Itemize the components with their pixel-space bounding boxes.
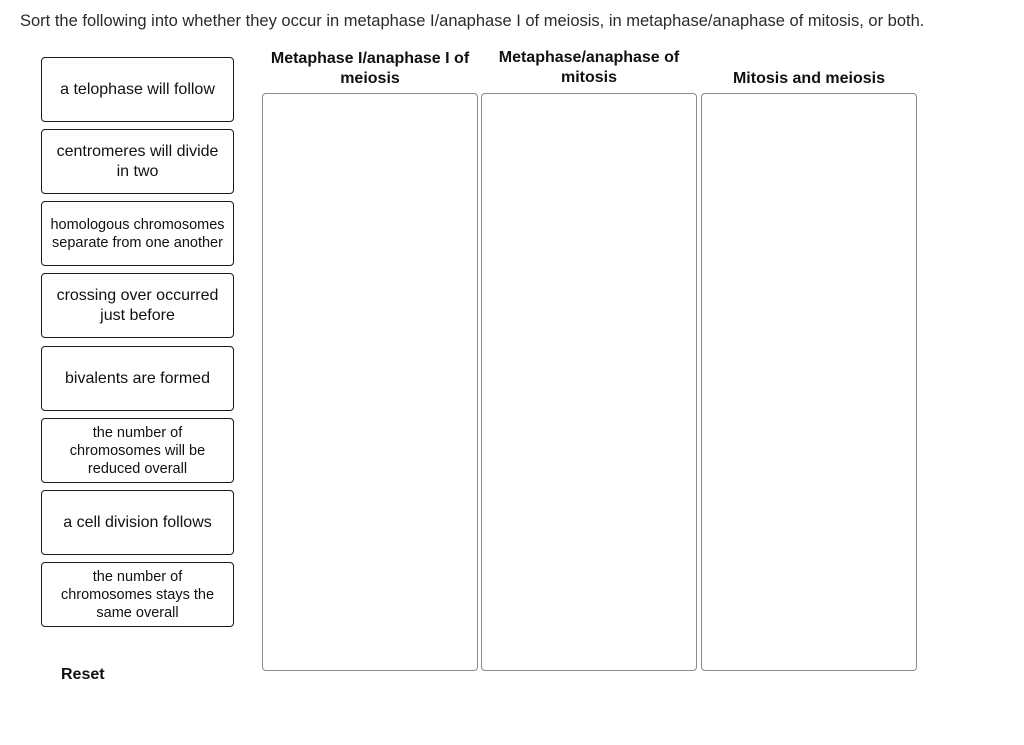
draggable-card[interactable]: crossing over occurred just before	[41, 273, 234, 338]
instructions-text: Sort the following into whether they occur in metaphase I/anaphase I of meiosis, in metaphase/anaphase of mitosis, or both.	[20, 12, 925, 30]
reset-button[interactable]: Reset	[61, 666, 105, 683]
column-header-both: Mitosis and meiosis	[732, 70, 886, 87]
draggable-card[interactable]: homologous chromosomes separate from one another	[41, 201, 234, 266]
column-header-mitosis: Metaphase/anaphase of mitosis	[498, 49, 680, 86]
draggable-card[interactable]: a telophase will follow	[41, 57, 234, 122]
drop-zone-meiosis[interactable]	[262, 93, 478, 671]
draggable-card[interactable]: a cell division follows	[41, 490, 234, 555]
drop-zone-mitosis[interactable]	[481, 93, 697, 671]
draggable-card[interactable]: the number of chromosomes stays the same overall	[41, 562, 234, 627]
drop-zone-both[interactable]	[701, 93, 917, 671]
draggable-card[interactable]: centromeres will divide in two	[41, 129, 234, 194]
draggable-card[interactable]: bivalents are formed	[41, 346, 234, 411]
column-header-meiosis: Metaphase I/anaphase I of meiosis	[270, 50, 470, 87]
draggable-card[interactable]: the number of chromosomes will be reduced overall	[41, 418, 234, 483]
